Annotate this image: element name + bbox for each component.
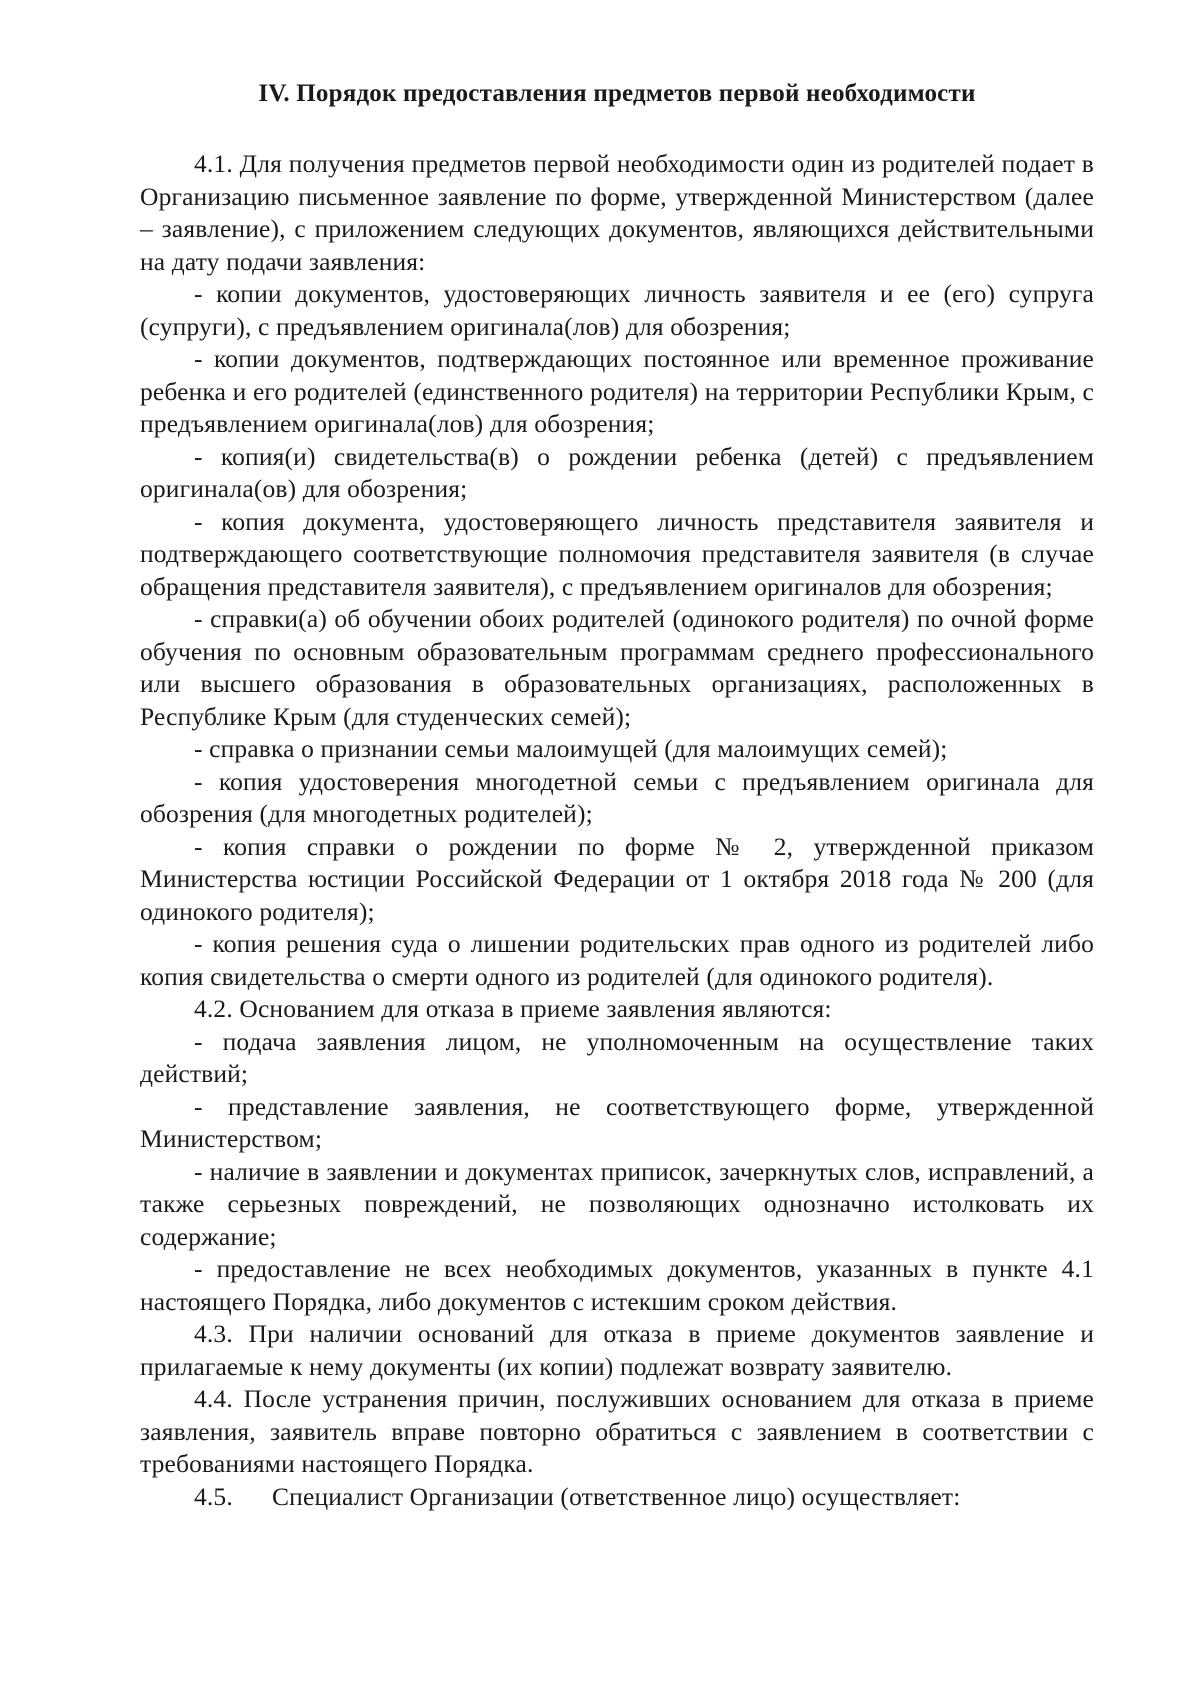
paragraph-4-5-text: Специалист Организации (ответственное лицо) осуществляет: (272, 1481, 961, 1511)
list-item-large-family: - копия удостоверения многодетной семьи с предъявлением оригинала для обозрения (для многодетных родителей); (140, 766, 1094, 828)
list-item-court-decision: - копия решения суда о лишении родительских прав одного из родителей либо копия свидетельства о смерти одного из родителей (для одинокого родителя). (140, 929, 1094, 991)
list-item-low-income: - справка о признании семьи малоимущей (для малоимущих семей); (194, 734, 948, 763)
section-title: IV. Порядок предоставления предметов первой необходимости (258, 80, 976, 107)
paragraph-4-2: 4.2. Основанием для отказа в приеме заявления являются: (194, 994, 832, 1023)
list-item-wrong-form: - представление заявления, не соответствующего форме, утвержденной Министерством; (140, 1091, 1094, 1153)
paragraph-4-1: 4.1. Для получения предметов первой необходимости один из родителей подает в Организацию письменное заявление по форме, утвержденной Министерством (далее – заявление), с приложением следующих документов, являющихся действительными на дату подачи заявления: (140, 149, 1094, 276)
list-item-residence-docs: - копии документов, подтверждающих постоянное или временное проживание ребенка и его родителей (единственного родителя) на территории Республики Крым, с предъявлением оригинала(лов) для обозрения; (140, 344, 1094, 438)
list-item-corrections: - наличие в заявлении и документах приписок, зачеркнутых слов, исправлений, а также серьезных повреждений, не позволяющих однозначно истолковать их содержание; (140, 1156, 1094, 1251)
paragraph-4-4: 4.4. После устранения причин, послуживших основанием для отказа в приеме заявления, заявитель вправе повторно обратиться с заявлением в соответствии с требованиями настоящего Порядка. (140, 1384, 1094, 1478)
paragraph-4-5 (140, 1481, 1094, 1514)
list-item-representative-docs: - копия документа, удостоверяющего личность представителя заявителя и подтверждающего соответствующие полномочия представителя заявителя (в случае обращения представителя заявителя), с предъявлением оригиналов для обозрения; (140, 506, 1094, 601)
paragraph-4-5-number: 4.5. (194, 1481, 233, 1511)
list-item-unauthorized: - подача заявления лицом, не уполномоченным на осуществление таких действий; (140, 1026, 1094, 1088)
document-body (140, 78, 1094, 1513)
list-item-birth-certificate: - копия(и) свидетельства(в) о рождении ребенка (детей) с предъявлением оригинала(ов) для обозрения; (140, 441, 1094, 503)
list-item-birth-form-2: - копия справки о рождении по форме № 2, утвержденной приказом Министерства юстиции Российской Федерации от 1 октября 2018 года № 200 (для одинокого родителя); (140, 831, 1094, 926)
paragraph-4-3: 4.3. При наличии оснований для отказа в приеме документов заявление и прилагаемые к нему документы (их копии) подлежат возврату заявителю. (140, 1319, 1094, 1381)
list-item-incomplete-docs: - предоставление не всех необходимых документов, указанных в пункте 4.1 настоящего Порядка, либо документов с истекшим сроком действия. (140, 1254, 1094, 1316)
list-item-study-certificate: - справки(а) об обучении обоих родителей (одинокого родителя) по очной форме обучения по основным образовательным программам среднего профессионального или высшего образования в образовательных организациях, расположенных в Республике Крым (для студенческих семей); (140, 604, 1094, 731)
list-item-identity-docs: - копии документов, удостоверяющих личность заявителя и ее (его) супруга (супруги), с предъявлением оригинала(лов) для обозрения; (140, 279, 1094, 341)
